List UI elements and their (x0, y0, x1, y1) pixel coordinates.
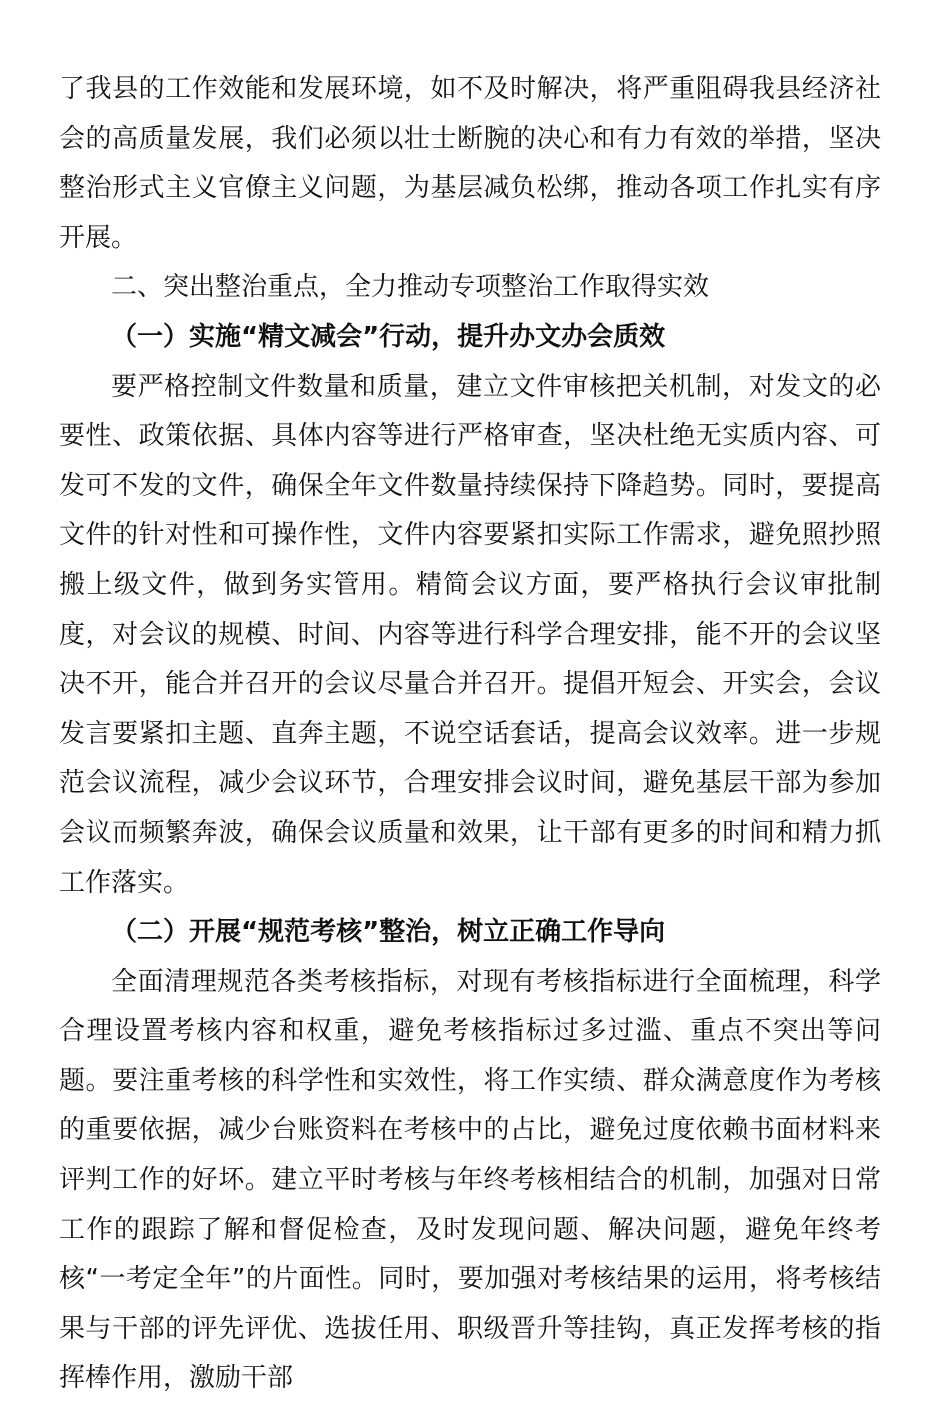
sub-heading-1: （一）实施“精文减会”行动，提升办文办会质效 (111, 321, 666, 352)
body-paragraph: 要严格控制文件数量和质量，建立文件审核把关机制，对发文的必要性、政策依据、具体内容等进行严格审查，坚决杜绝无实质内容、可发可不发的文件，确保全年文件数量持续保持下降趋势。同时，要提高文件的针对性和可操作性，文件内容要紧扣实际工作需求，避免照抄照搬上级文件，做到务实管用。精简会议方面，要严格执行会议审批制度，对会议的规模、时间、内容等进行科学合理安排，能不开的会议坚决不开，能合并召开的会议尽量合并召开。提倡开短会、开实会，会议发言要紧扣主题、直奔主题，不说空话套话，提高会议效率。进一步规范会议流程，减少会议环节，合理安排会议时间，避免基层干部为参加会议而频繁奔波，确保会议质量和效果，让干部有更多的时间和精力抓工作落实。 (59, 371, 881, 898)
section-heading: 二、突出整治重点，全力推动专项整治工作取得实效 (111, 272, 710, 303)
sub-heading-2: （二）开展“规范考核”整治，树立正确工作导向 (111, 917, 666, 948)
document-body (59, 65, 881, 1404)
paragraph-continued: 了我县的工作效能和发展环境，如不及时解决，将严重阻碍我县经济社会的高质量发展，我们必须以壮士断腕的决心和有力有效的举措，坚决整治形式主义官僚主义问题，为基层减负松绑，推动各项工作扎实有序开展。 (59, 74, 881, 253)
body-paragraph: 全面清理规范各类考核指标，对现有考核指标进行全面梳理，科学合理设置考核内容和权重，避免考核指标过多过滥、重点不突出等问题。要注重考核的科学性和实效性，将工作实绩、群众满意度作为考核的重要依据，减少台账资料在考核中的占比，避免过度依赖书面材料来评判工作的好坏。建立平时考核与年终考核相结合的机制，加强对日常工作的跟踪了解和督促检查，及时发现问题、解决问题，避免年终考核“一考定全年”的片面性。同时，要加强对考核结果的运用，将考核结果与干部的评先评优、选拔任用、职级晋升等挂钩，真正发挥考核的指挥棒作用，激励干部 (59, 966, 881, 1394)
